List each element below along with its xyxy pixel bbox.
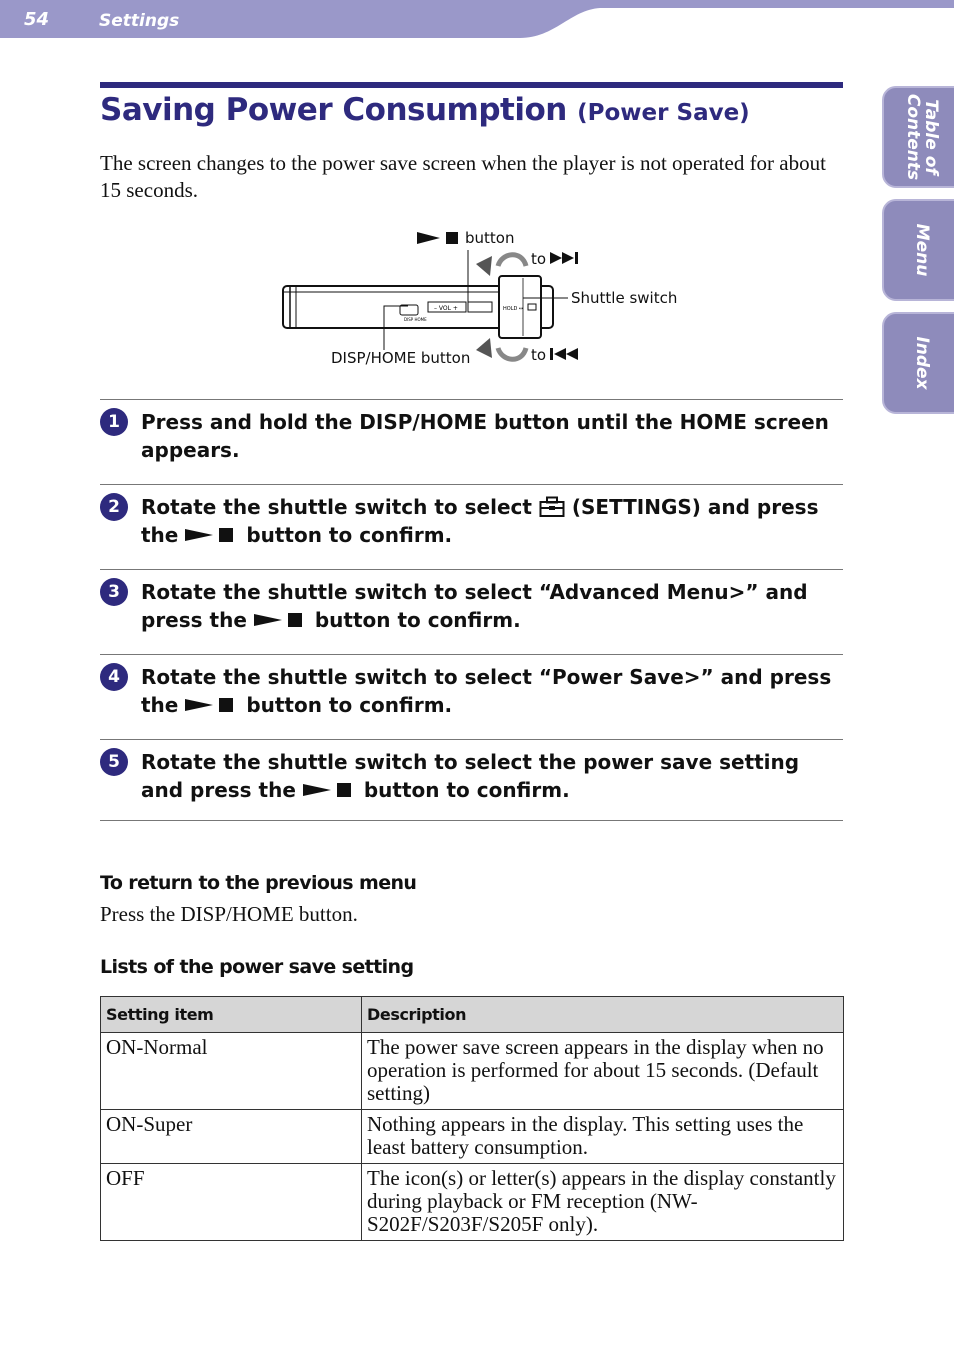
step-number: 3	[100, 578, 128, 606]
disp-home-label: DISP/HOME button	[331, 349, 471, 367]
step-text-end: button to confirm.	[246, 523, 453, 547]
step-2	[100, 484, 843, 569]
tab-menu[interactable]	[882, 199, 954, 301]
step-text-before: Rotate the shuttle switch to select	[141, 495, 532, 519]
step-number: 1	[100, 408, 128, 436]
step-text: Press and hold the DISP/HOME button until the HOME screen appears.	[141, 410, 829, 462]
page-title-sub: (Power Save)	[577, 100, 750, 126]
play-button-label: button	[465, 229, 515, 247]
list-heading: Lists of the power save setting	[100, 956, 414, 978]
column-header-setting-item: Setting item	[101, 997, 362, 1033]
svg-text:DISP HOME: DISP HOME	[404, 317, 427, 322]
step-text	[141, 663, 843, 719]
table-header-row	[101, 997, 844, 1033]
page-title	[100, 92, 750, 128]
svg-text:HOLD ↔: HOLD ↔	[503, 306, 524, 312]
step-5	[100, 739, 843, 821]
intro-text: The screen changes to the power save screen when the player is not operated for about 15 seconds.	[100, 151, 826, 202]
setting-item-cell: ON-Super	[101, 1110, 362, 1164]
previous-track-icon	[550, 348, 578, 360]
step-text-end: button to confirm.	[246, 693, 453, 717]
step-1	[100, 399, 843, 484]
step-text	[141, 578, 843, 634]
play-stop-icon	[254, 611, 308, 629]
table-row	[101, 1164, 844, 1241]
play-stop-icon	[303, 781, 357, 799]
play-stop-icon	[185, 526, 239, 544]
to-prev-label: to	[531, 346, 547, 364]
table-row	[101, 1110, 844, 1164]
power-save-table	[100, 996, 844, 1241]
step-number: 2	[100, 493, 128, 521]
setting-item-cell: ON-Normal	[101, 1033, 362, 1110]
step-3	[100, 569, 843, 654]
description-cell: The power save screen appears in the display when no operation is performed for about 15 seconds. (Default setting)	[362, 1033, 844, 1110]
svg-text:– VOL +: – VOL +	[434, 305, 458, 312]
table-row	[101, 1033, 844, 1110]
setting-item-cell: OFF	[101, 1164, 362, 1241]
return-heading: To return to the previous menu	[100, 872, 417, 894]
tab-table-of-contents-label: Table of Contents	[903, 93, 941, 181]
step-text-end: button to confirm.	[363, 778, 570, 802]
step-text	[141, 493, 843, 549]
play-stop-icon	[185, 696, 239, 714]
step-text-end: button to confirm.	[314, 608, 521, 632]
step-text-before: Rotate the shuttle switch to select the power save setting and press the	[141, 750, 800, 802]
settings-icon	[539, 496, 565, 518]
step-text-before: Rotate the shuttle switch to select “Advanced Menu>” and press the	[141, 580, 808, 632]
return-text: Press the DISP/HOME button.	[100, 902, 358, 926]
shuttle-switch-label: Shuttle switch	[571, 289, 678, 307]
step-number: 5	[100, 748, 128, 776]
description-cell: The icon(s) or letter(s) appears in the display constantly during playback or FM reception (NW-S202F/S203F/S205F only).	[362, 1164, 844, 1241]
device-figure	[270, 222, 690, 382]
play-stop-icon	[417, 232, 458, 244]
step-text-before: Rotate the shuttle switch to select “Power Save>” and press the	[141, 665, 832, 717]
tab-index-label: Index	[912, 336, 932, 390]
column-header-description: Description	[362, 997, 844, 1033]
tab-table-of-contents[interactable]	[882, 86, 954, 188]
step-4	[100, 654, 843, 739]
page-title-main: Saving Power Consumption	[100, 92, 567, 128]
step-number: 4	[100, 663, 128, 691]
tab-index[interactable]	[882, 312, 954, 414]
page-number: 54	[24, 9, 50, 30]
tab-menu-label: Menu	[912, 223, 932, 277]
header-band	[0, 0, 954, 40]
description-cell: Nothing appears in the display. This setting uses the least battery consumption.	[362, 1110, 844, 1164]
step-text	[141, 748, 843, 804]
section-name: Settings	[99, 11, 180, 31]
title-rule	[100, 82, 843, 88]
next-track-icon	[550, 252, 578, 264]
step-text-after: (SETTINGS) and press the	[141, 495, 819, 547]
to-next-label: to	[531, 250, 547, 268]
steps-list	[100, 399, 843, 821]
